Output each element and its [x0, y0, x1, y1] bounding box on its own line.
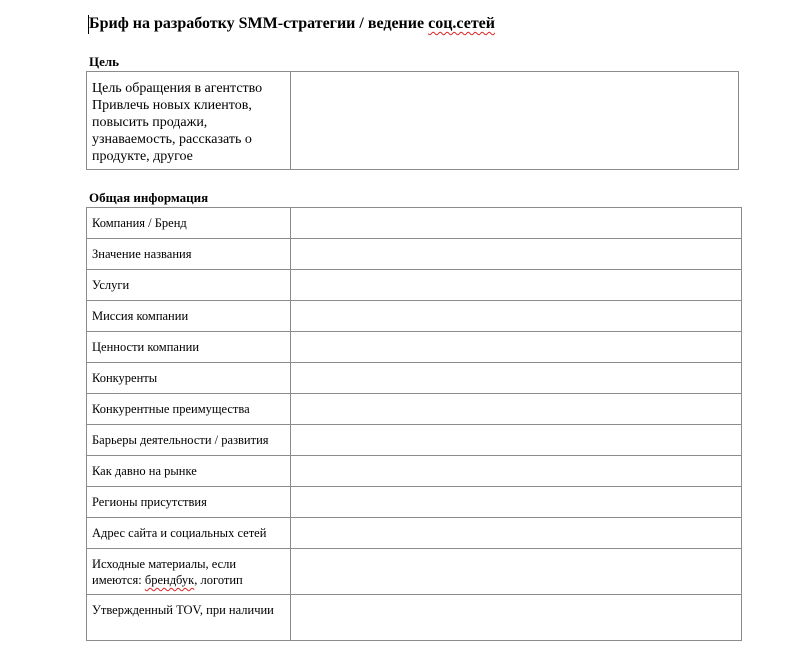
row-value-cell[interactable] — [291, 208, 742, 239]
document-title-main: Бриф на разработку SMM-стратегии / ведение — [89, 15, 429, 32]
goal-row — [87, 72, 739, 170]
table-row-name-meaning — [87, 239, 742, 270]
row-label[interactable]: Конкуренты — [87, 363, 291, 394]
table-row-mission — [87, 301, 742, 332]
row-label[interactable]: Как давно на рынке — [87, 456, 291, 487]
row-value-cell[interactable] — [291, 394, 742, 425]
row-value-cell[interactable] — [291, 301, 742, 332]
row-value-cell[interactable] — [291, 549, 742, 595]
goal-label-cell[interactable] — [87, 72, 291, 170]
table-row-barriers — [87, 425, 742, 456]
row-label[interactable]: Компания / Бренд — [87, 208, 291, 239]
goal-label-line1: Цель обращения в агентство — [92, 81, 263, 96]
row-value-cell[interactable] — [291, 332, 742, 363]
table-row-regions — [87, 487, 742, 518]
table-row-source-materials — [87, 549, 742, 595]
table-row-market-time — [87, 456, 742, 487]
row-value-cell[interactable] — [291, 456, 742, 487]
table-row-competitors — [87, 363, 742, 394]
goal-label-line2: Привлечь новых клиентов, повысить продажи, узнаваемость, рассказать о продукте, другое — [92, 98, 252, 164]
row-label[interactable]: Ценности компании — [87, 332, 291, 363]
row-value-cell[interactable] — [291, 270, 742, 301]
row-label[interactable]: Утвержденный TOV, при наличии — [87, 595, 291, 641]
row-label[interactable]: Услуги — [87, 270, 291, 301]
general-info-table — [86, 207, 742, 641]
row-value-cell[interactable] — [291, 425, 742, 456]
goal-value-cell[interactable] — [291, 72, 739, 170]
row-label-text-end: , логотип — [194, 573, 243, 587]
table-row-services — [87, 270, 742, 301]
row-label[interactable]: Значение названия — [87, 239, 291, 270]
row-value-cell[interactable] — [291, 363, 742, 394]
row-label[interactable]: Миссия компании — [87, 301, 291, 332]
row-label[interactable]: Регионы присутствия — [87, 487, 291, 518]
misspelled-word[interactable]: брендбук — [144, 573, 195, 587]
row-label[interactable]: Адрес сайта и социальных сетей — [87, 518, 291, 549]
table-row-company-brand — [87, 208, 742, 239]
row-value-cell[interactable] — [291, 487, 742, 518]
document-title-misspelled-word[interactable]: соц.сетей — [428, 15, 495, 32]
row-value-cell[interactable] — [291, 595, 742, 641]
row-value-cell[interactable] — [291, 518, 742, 549]
table-row-tov — [87, 595, 742, 641]
goal-section-heading: Цель — [89, 54, 120, 69]
table-row-advantages — [87, 394, 742, 425]
row-label[interactable]: Конкурентные преимущества — [87, 394, 291, 425]
document-title[interactable] — [89, 14, 495, 34]
row-label[interactable]: Барьеры деятельности / развития — [87, 425, 291, 456]
row-value-cell[interactable] — [291, 239, 742, 270]
info-section-heading: Общая информация — [89, 190, 209, 205]
table-row-values — [87, 332, 742, 363]
goal-table — [86, 71, 739, 170]
row-label-text: Исходные материалы, если имеются: — [92, 557, 237, 587]
table-row-website — [87, 518, 742, 549]
row-label[interactable] — [87, 549, 291, 595]
